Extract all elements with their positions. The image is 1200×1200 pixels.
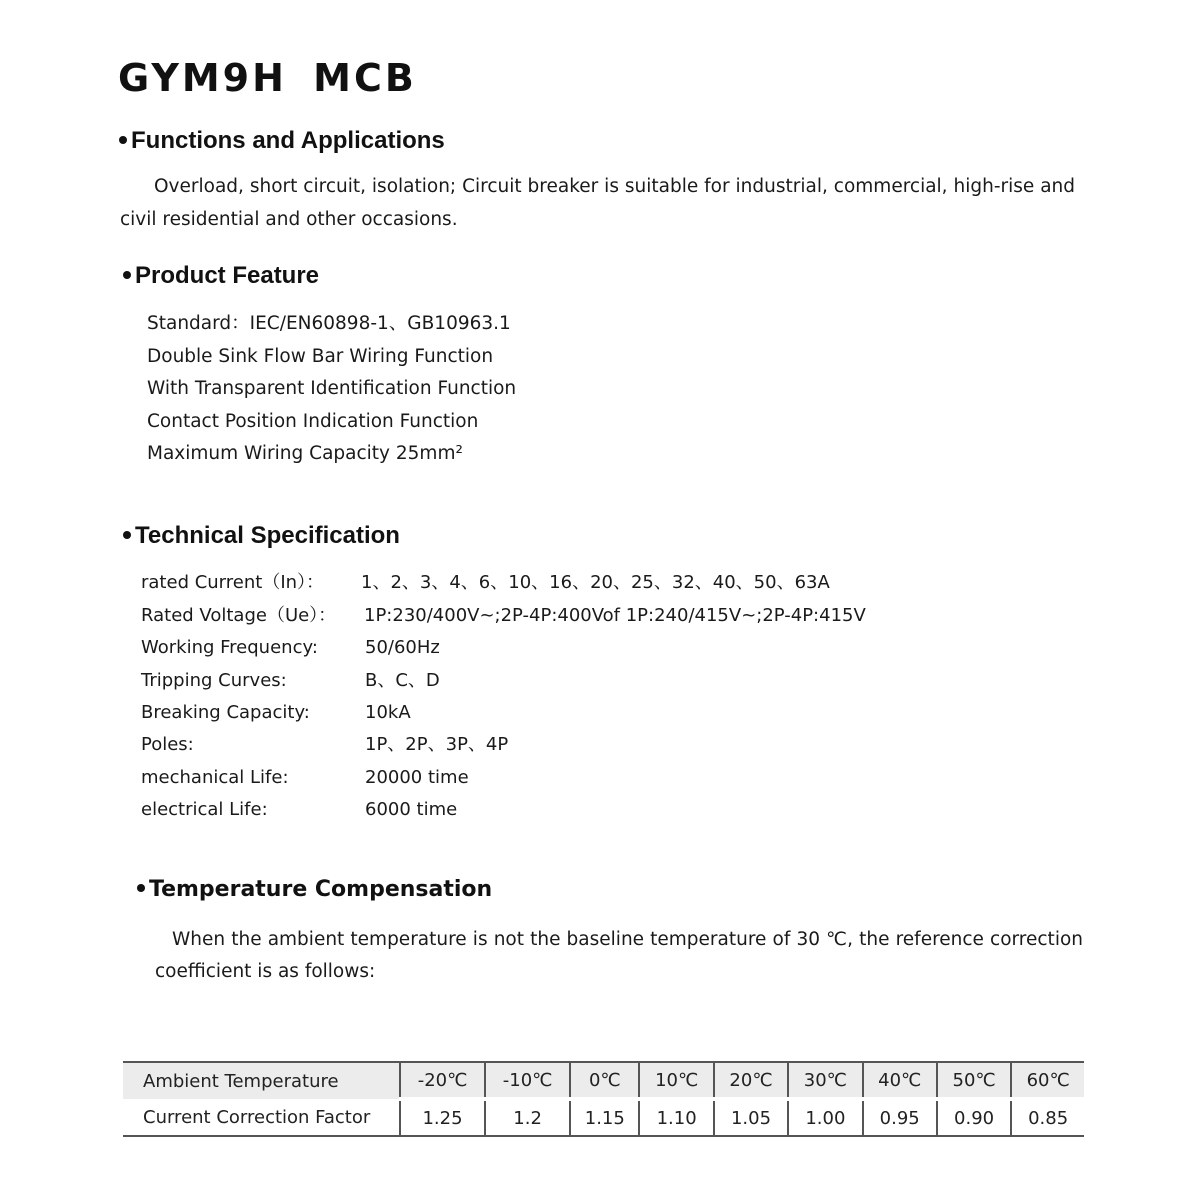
spec-label: Rated Voltage（Ue）： [141, 605, 337, 626]
features-heading [123, 262, 319, 290]
factor-cell: 1.2 [485, 1099, 570, 1136]
table-row [123, 1062, 1084, 1099]
spec-value: 50/60Hz [365, 637, 440, 658]
temperature-table [123, 1061, 1084, 1137]
factor-cell: 1.05 [714, 1099, 788, 1136]
functions-heading [119, 127, 445, 155]
temp-cell: 40℃ [863, 1062, 937, 1099]
temp-cell: -20℃ [400, 1062, 485, 1099]
spec-value: 10kA [365, 702, 411, 723]
spec-label: rated Current（In）： [141, 572, 325, 593]
functions-text: Overload, short circuit, isolation; Circuit breaker is suitable for industrial, commercial, high-rise and civil residential and other occasions. [120, 176, 1075, 230]
feature-item: With Transparent Identification Function [147, 378, 517, 399]
factor-cell: 1.10 [639, 1099, 713, 1136]
factor-cell: 1.15 [570, 1099, 639, 1136]
tech-heading [123, 522, 400, 550]
temp-cell: 30℃ [788, 1062, 862, 1099]
temp-cell: 60℃ [1011, 1062, 1084, 1099]
factor-cell: 0.90 [937, 1099, 1011, 1136]
feature-item: Standard：IEC/EN60898-1、GB10963.1 [147, 313, 511, 334]
temp-cell: 50℃ [937, 1062, 1011, 1099]
temp-cell: -10℃ [485, 1062, 570, 1099]
spec-value: B、C、D [365, 670, 440, 691]
feature-item: Double Sink Flow Bar Wiring Function [147, 345, 494, 367]
temp-cell: 0℃ [570, 1062, 639, 1099]
table-row-label: Current Correction Factor [123, 1099, 400, 1136]
features-heading-text: Product Feature [135, 262, 320, 289]
table-row [123, 1099, 1084, 1136]
temp-text: When the ambient temperature is not the baseline temperature of 30 ℃, the reference correction coefficient is as follows: [155, 929, 1083, 982]
spec-label: electrical Life: [141, 799, 268, 820]
page-title: GYM9H MCB [118, 56, 417, 100]
spec-label: Working Frequency: [141, 637, 318, 658]
table-row-label: Ambient Temperature [123, 1062, 400, 1099]
factor-cell: 0.85 [1011, 1099, 1084, 1136]
spec-label: Poles: [141, 734, 194, 755]
functions-heading-text: Functions and Applications [131, 127, 445, 154]
feature-item: Contact Position Indication Function [147, 410, 479, 432]
bullet-icon [123, 271, 131, 279]
spec-value: 20000 time [365, 767, 469, 788]
spec-label: mechanical Life: [141, 767, 289, 788]
temp-heading [137, 877, 492, 902]
tech-heading-text: Technical Specification [135, 522, 400, 549]
temp-cell: 20℃ [714, 1062, 788, 1099]
spec-value: 1、2、3、4、6、10、16、20、25、32、40、50、63A [361, 572, 830, 593]
spec-value: 6000 time [365, 799, 458, 820]
bullet-icon [123, 531, 131, 539]
temp-cell: 10℃ [639, 1062, 713, 1099]
factor-cell: 0.95 [863, 1099, 937, 1136]
features-list [147, 308, 516, 471]
factor-cell: 1.25 [400, 1099, 485, 1136]
bullet-icon [119, 136, 127, 144]
factor-cell: 1.00 [788, 1099, 862, 1136]
bullet-icon [137, 884, 145, 892]
temp-heading-text: Temperature Compensation [149, 877, 493, 902]
spec-value: 1P:230/400V~;2P-4P:400Vof 1P:240/415V~;2P-4P:415V [364, 605, 866, 626]
spec-label: Breaking Capacity: [141, 702, 310, 723]
spec-value: 1P、2P、3P、4P [365, 734, 509, 755]
spec-label: Tripping Curves: [141, 670, 287, 691]
feature-item: Maximum Wiring Capacity 25mm² [147, 443, 463, 464]
